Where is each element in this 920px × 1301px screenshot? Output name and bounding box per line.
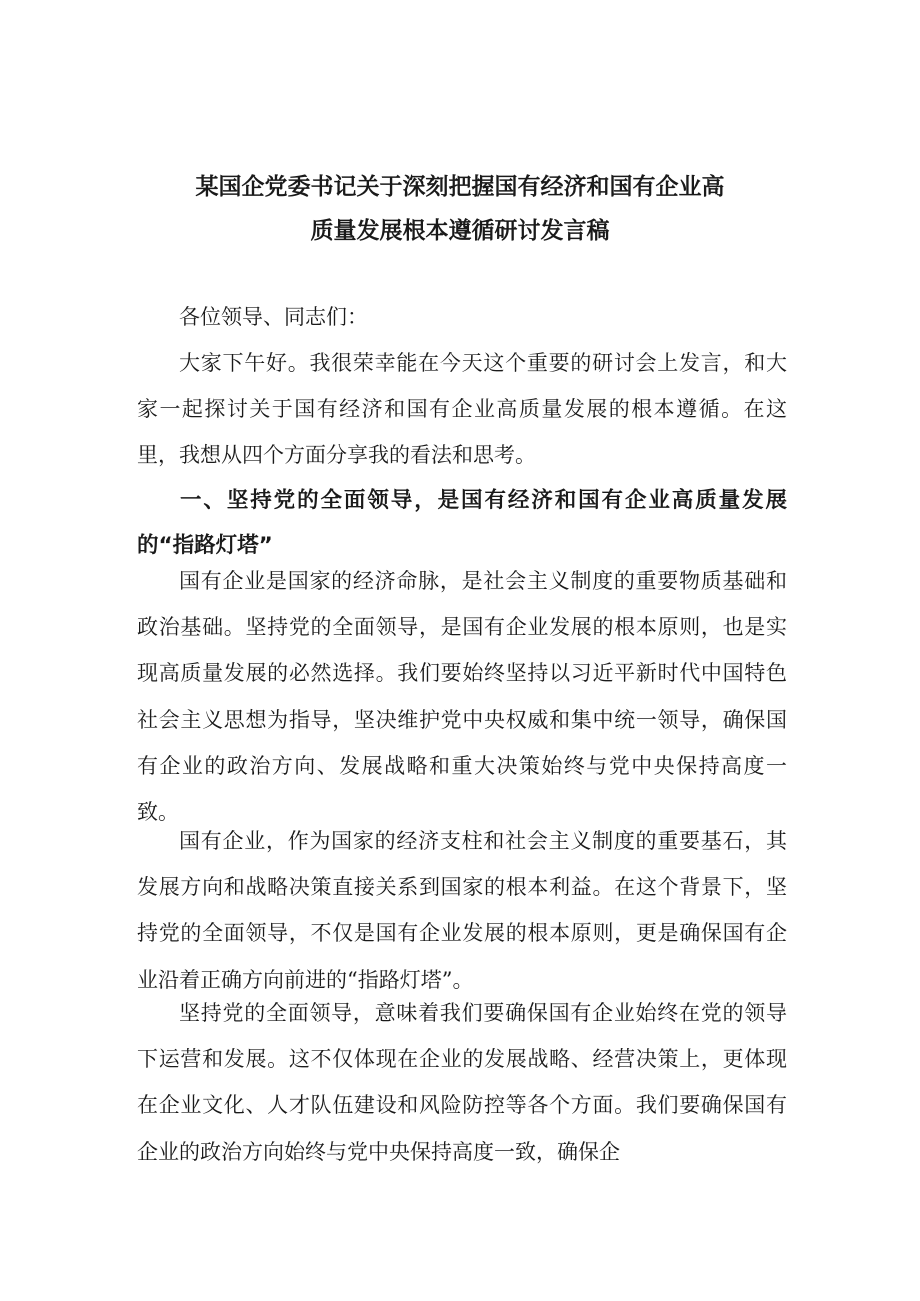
paragraph-intro [137,340,787,479]
paragraph-2-text: 国有企业是国家的经济命脉，是社会主义制度的重要物质基础和政治基础。坚持党的全面领导，是国有企业发展的根本原则，也是实现高质量发展的必然选择。我们要始终坚持以习近平新时代中国特色社会主义思想为指导，坚决维护党中央权威和集中统一领导，确保国有企业的政治方向、发展战略和重大决策始终与党中央保持高度一致。 [137,569,787,825]
paragraph-4-text: 坚持党的全面领导，意味着我们要确保国有企业始终在党的领导下运营和发展。这不仅体现在企业的发展战略、经营决策上，更体现在企业文化、人才队伍建设和风险防控等各个方面。我们要确保国有企业的政治方向始终与党中央保持高度一致，确保企 [137,1001,787,1164]
paragraph-3-text: 国有企业，作为国家的经济支柱和社会主义制度的重要基石，其发展方向和战略决策直接关系到国家的根本利益。在这个背景下，坚持党的全面领导，不仅是国有企业发展的根本原则，更是确保国有企业沿着正确方向前进的“指路灯塔”。 [137,829,787,992]
salutation [137,294,787,340]
paragraph-2 [137,558,787,835]
paragraph-intro-text: 大家下午好。我很荣幸能在今天这个重要的研讨会上发言，和大家一起探讨关于国有经济和国有企业高质量发展的根本遵循。在这里，我想从四个方面分享我的看法和思考。 [137,351,787,468]
paragraph-3 [137,818,787,1003]
salutation-text: 各位领导、同志们： [179,305,368,329]
paragraph-4 [137,990,787,1175]
document-title-line-1: 某国企党委书记关于深刻把握国有经济和国有企业高 [195,174,725,200]
document-title-line-2: 质量发展根本遵循研讨发言稿 [310,218,610,244]
section-heading-1: 一、坚持党的全面领导，是国有经济和国有企业高质量发展的“指路灯塔” [137,488,787,558]
